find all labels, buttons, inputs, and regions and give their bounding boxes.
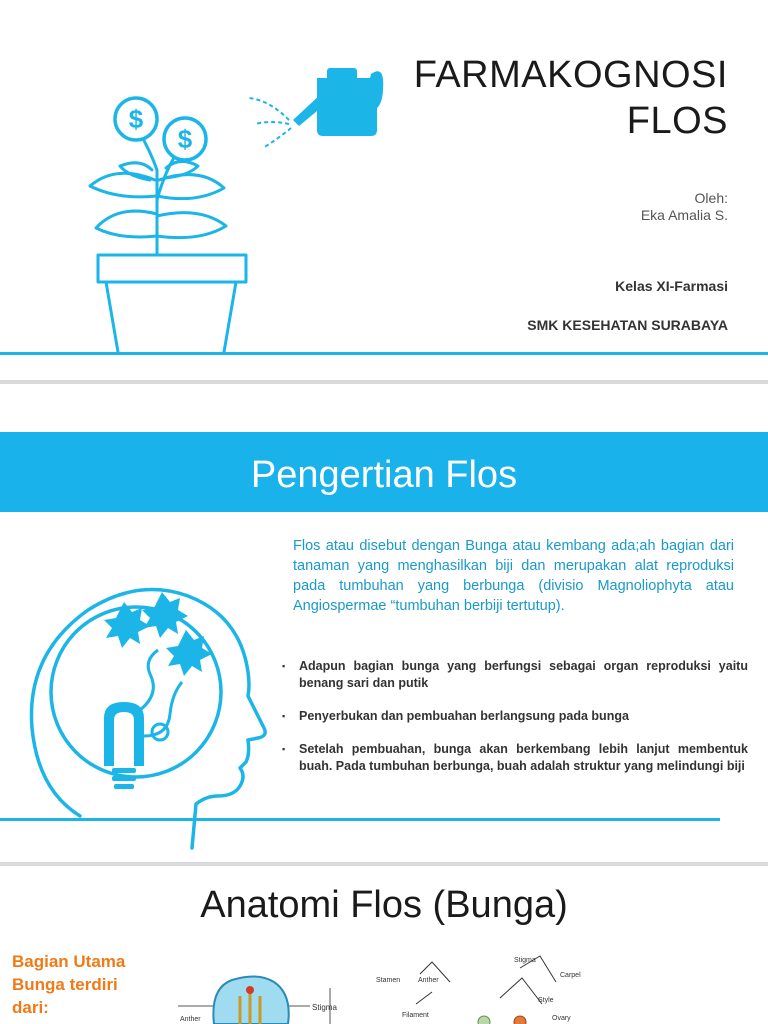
author-block (641, 190, 728, 224)
title-slide (0, 0, 768, 380)
divider-line (0, 818, 720, 821)
diagram-label: Ovary (552, 1015, 571, 1022)
class-label: Kelas XI-Farmasi (615, 278, 728, 294)
ground-line (0, 352, 768, 355)
author-name: Eka Amalia S. (640, 207, 728, 223)
diagram-label: Stigma (312, 1003, 337, 1012)
diagram-label: Stigma (514, 957, 536, 964)
title-line-1: FARMAKOGNOSI (413, 54, 728, 96)
flower-diagram-right (372, 952, 602, 1024)
bullet-marker: ▪ (282, 711, 286, 721)
title-line-2: FLOS (626, 100, 728, 142)
slide-title: Anatomi Flos (Bunga) (200, 884, 568, 926)
watering-can-icon (245, 50, 395, 160)
bullet-list (282, 658, 748, 791)
svg-text:$: $ (177, 124, 193, 154)
presentation-title (414, 52, 728, 144)
slide-subtitle: Bagian Utama Bunga terdiri dari: (12, 952, 126, 1017)
svg-text:$: $ (128, 104, 144, 134)
bullet-text: Adapun bagian bunga yang berfungsi sebagai organ reproduksi yaitu benang sari dan putik (299, 659, 748, 690)
bullet-text: Penyerbukan dan pembuahan berlangsung pada bunga (299, 709, 629, 723)
diagram-label: Style (538, 997, 554, 1004)
diagram-label: Anther (180, 1016, 201, 1023)
author-label: Oleh: (694, 190, 728, 206)
slide-title: Pengertian Flos (250, 454, 518, 496)
list-item (282, 741, 748, 775)
flower-diagram-left (170, 974, 360, 1024)
school-label: SMK KESEHATAN SURABAYA (527, 317, 728, 333)
bullet-text: Setelah pembuahan, bunga akan berkembang lebih lanjut membentuk buah. Pada tumbuhan berbunga, buah adalah struktur yang melindungi biji (299, 742, 748, 773)
diagram-label: Anther (418, 977, 439, 984)
diagram-label: Filament (402, 1012, 429, 1019)
definition-slide (0, 384, 768, 862)
bullet-marker: ▪ (282, 661, 286, 671)
diagram-label: Stamen (376, 977, 401, 984)
head-lightbulb-icon (0, 504, 280, 862)
list-item (282, 708, 748, 725)
definition-paragraph: Flos atau disebut dengan Bunga atau kembang ada;ah bagian dari tanaman yang menghasilkan biji dan merupakan alat reproduksi pada tumbuhan yang berbunga (divisio Magnoliophyta atau Angiospermae “tumbuhan berbiji tertutup). (293, 538, 734, 614)
anatomy-slide (0, 866, 768, 1024)
diagram-label: Carpel (560, 972, 581, 979)
list-item (282, 658, 748, 692)
bullet-marker: ▪ (282, 744, 286, 754)
dollar-coin-icon (155, 109, 215, 169)
